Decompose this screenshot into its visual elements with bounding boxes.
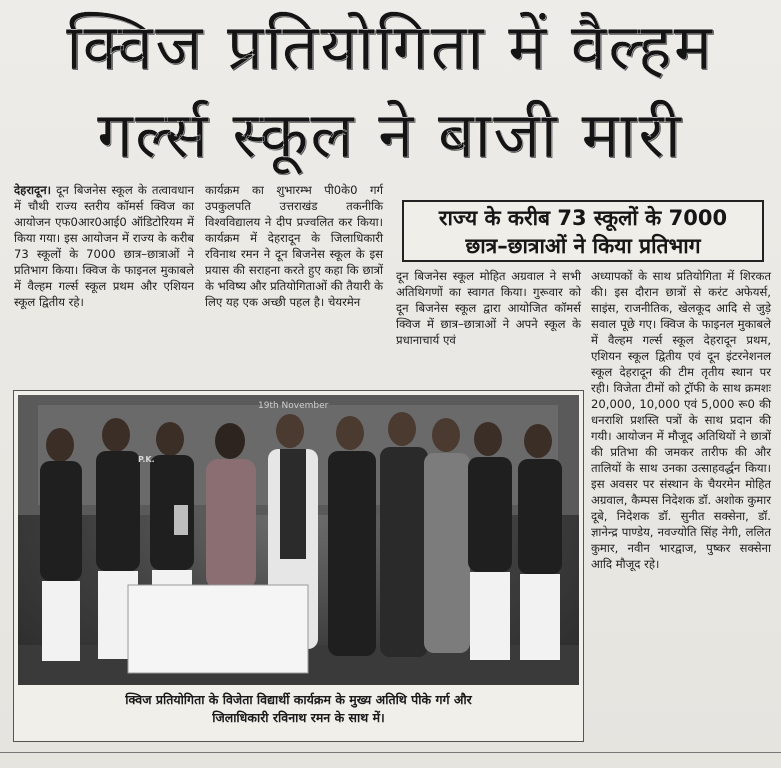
subheadline-line-2: छात्र–छात्राओं ने किया प्रतिभाग [465,234,701,258]
article-column-2 [205,182,383,310]
article-column-3 [396,268,581,348]
headline [10,4,770,180]
headline-line-1: क्विज प्रतियोगिता में वैल्हम [65,11,715,85]
subheadline-box [402,200,764,262]
photo-caption [18,691,579,727]
article-text-col2: कार्यक्रम का शुभारम्भ पी0के0 गर्ग उपकुलपति उत्तराखंड तकनीकि विश्वविद्यालय ने दीप प्रज्वलित कर किया। कार्यक्रम में देहरादून के जिलाधिकारी रविनाथ रमन ने दून बिजनेस स्कूल के इस प्रयास की सराहना करते हुए कहा कि छात्रों के भविष्य और प्रतियोगिताओं की तैयारी के लिए यह एक अच्छी पहल है। चेयरमेन [205,183,383,309]
photo-frame [13,390,584,742]
group-photo [18,395,579,685]
subheadline-line-1: राज्य के करीब 73 स्कूलों के 7000 [438,206,728,230]
bottom-rule [0,752,781,753]
article-column-4 [591,268,771,572]
backdrop-banner-text-2: P.K. [138,455,155,464]
photo-caption-line-1: क्विज प्रतियोगिता के विजेता विद्यार्थी कार्यक्रम के मुख्य अतिथि पीके गर्ग और [125,692,472,707]
article-column-1 [14,182,194,310]
article-text-col4: अध्यापकों के साथ प्रतियोगिता में शिरकत की। इस दौरान छात्रों से करंट अफेयर्स, साइंस, राजनीतिक, खेलकूद आदि से जुड़े सवाल पूछे गए। क्विज के फाइनल मुकाबले में वैल्हम गर्ल्स स्कूल देहरादून प्रथम, एशियन स्कूल द्वितीय एवं दून इंटरनेशनल स्कूल देहरादून की टीम तृतीय स्थान पर रही। विजेता टीमों को ट्रॉफी के साथ क्रमशः 20,000, 10,000 एवं 5,000 रू0 की धनराशि प्रशस्ति पत्रों के साथ प्रदान की गयी। आयोजन में मौजूद अतिथियों ने छात्रों की प्रतिभा की जमकर तारीफ की और तालियों के साथ उनका उत्साहवर्द्धन किया। इस अवसर पर संस्थान के चैयरमेन मोहित अग्रवाल, कैम्पस निदेशक डॉ. अशोक कुमार दूबे, निदेशक डॉ. सुनीत सक्सेना, डॉ. ज्ञानेन्द्र पाण्डेय, नवज्योति सिंह नेगी, ललित कुमार, नवीन भारद्वाज, पुष्कर सक्सेना आदि मौजूद रहे। [591,269,771,571]
backdrop-banner-text: 19th November [258,401,329,411]
photo-caption-line-2: जिलाधिकारी रविनाथ रमन के साथ में। [212,710,385,725]
headline-line-2: गर्ल्स स्कूल ने बाजी मारी [96,99,684,173]
article-text-col1: दून बिजनेस स्कूल के तत्वावधान में चौथी राज्य स्तरीय कॉमर्स क्विज का आयोजन एफ0आर0आई0 ऑडिटोरियम में किया गया। इस आयोजन में राज्य के करीब 73 स्कूलों के 7000 छात्र–छात्राओं ने प्रतिभाग किया। क्विज के फाइनल मुकाबले में वैल्हम गर्ल्स स्कूल प्रथम और एशियन स्कूल द्वितीय रहे। [14,183,194,309]
dateline: देहरादून। [14,183,52,197]
group-photo-illustration [18,395,579,685]
article-text-col3: दून बिजनेस स्कूल मोहित अग्रवाल ने सभी अतिथिगणों का स्वागत किया। गुरूवार को दून बिजनेस स्कूल द्वारा आयोजित कॉमर्स क्विज में छात्र–छात्राओं ने अपने स्कूल के प्रधानाचार्य एवं [396,269,581,347]
